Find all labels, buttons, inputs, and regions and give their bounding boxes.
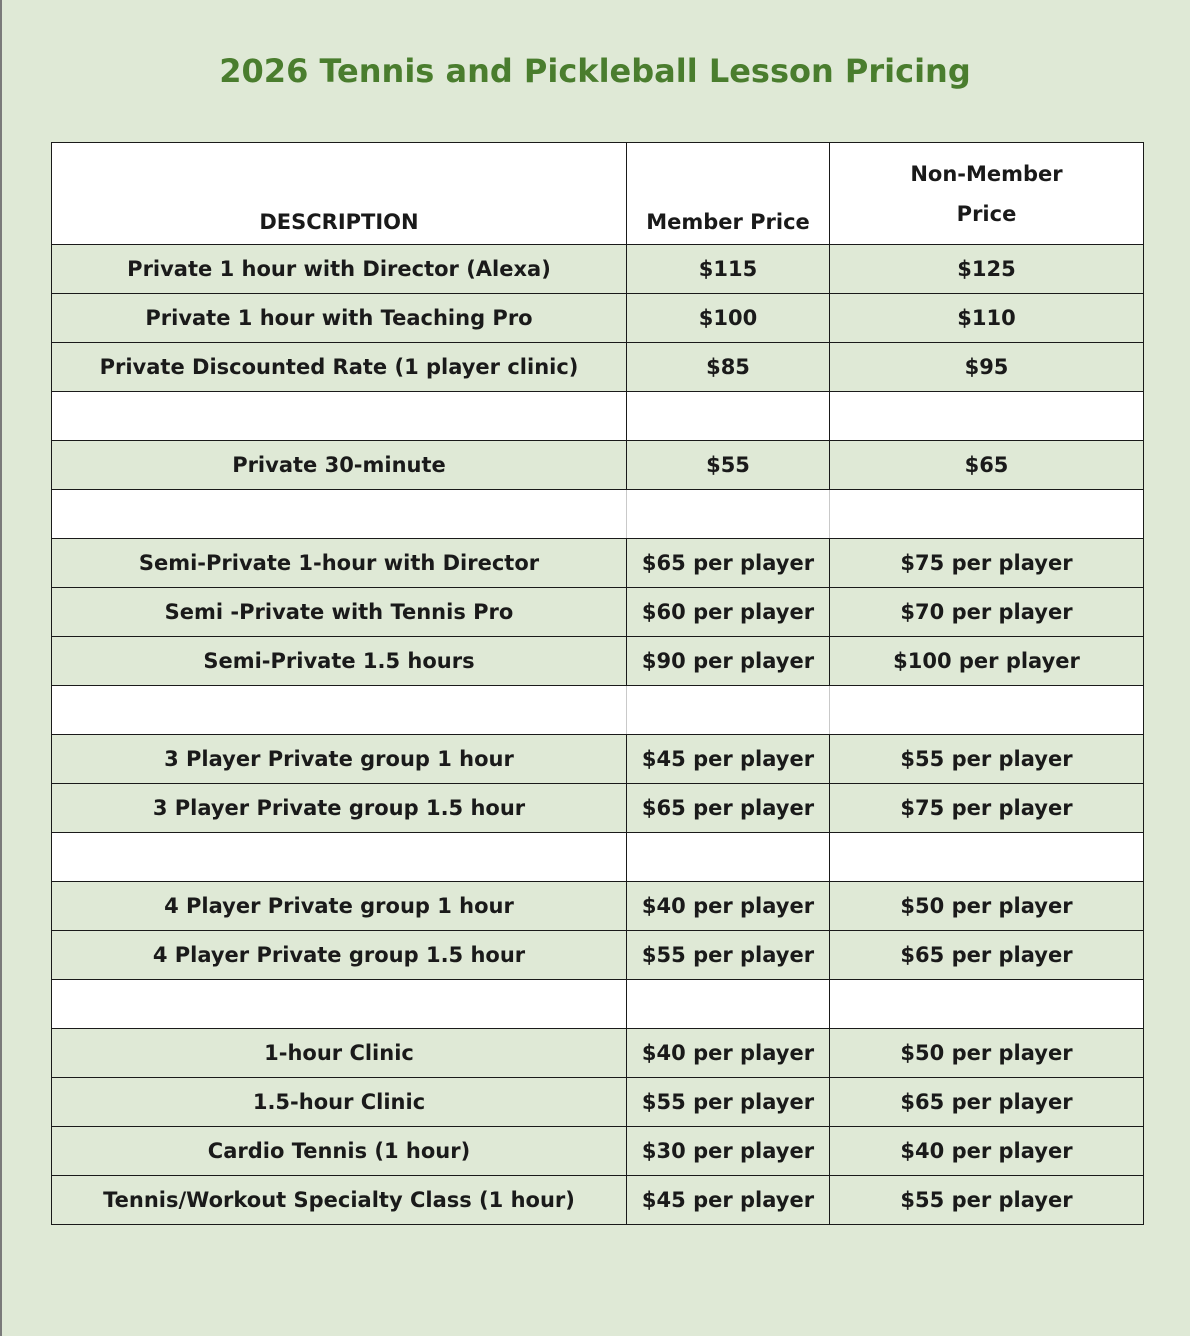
row-description	[52, 833, 627, 882]
row-member-price: $40 per player	[627, 1029, 830, 1078]
non-member-price-header	[830, 143, 1144, 245]
row-member-price	[627, 686, 830, 735]
row-non-member-price: $125	[830, 245, 1144, 294]
spacer-row	[52, 686, 1144, 735]
row-member-price: $65 per player	[627, 784, 830, 833]
table-row	[52, 1029, 1144, 1078]
table-row	[52, 245, 1144, 294]
table-row	[52, 539, 1144, 588]
row-non-member-price	[830, 490, 1144, 539]
row-non-member-price	[830, 686, 1144, 735]
table-row	[52, 294, 1144, 343]
row-member-price: $45 per player	[627, 735, 830, 784]
row-member-price: $115	[627, 245, 830, 294]
table-row	[52, 637, 1144, 686]
row-description: 4 Player Private group 1.5 hour	[52, 931, 627, 980]
row-non-member-price: $55 per player	[830, 735, 1144, 784]
page-edge	[0, 0, 2, 1336]
row-non-member-price	[830, 980, 1144, 1029]
row-non-member-price: $55 per player	[830, 1176, 1144, 1225]
row-description: 1-hour Clinic	[52, 1029, 627, 1078]
row-description: Semi-Private 1-hour with Director	[52, 539, 627, 588]
row-member-price: $60 per player	[627, 588, 830, 637]
table-row	[52, 931, 1144, 980]
spacer-row	[52, 490, 1144, 539]
row-description: Private 1 hour with Teaching Pro	[52, 294, 627, 343]
row-member-price: $90 per player	[627, 637, 830, 686]
description-header: DESCRIPTION	[52, 143, 627, 245]
row-member-price: $55 per player	[627, 1078, 830, 1127]
table-row	[52, 441, 1144, 490]
row-description: 3 Player Private group 1 hour	[52, 735, 627, 784]
pricing-table	[51, 142, 1144, 1225]
row-description: Tennis/Workout Specialty Class (1 hour)	[52, 1176, 627, 1225]
row-member-price: $45 per player	[627, 1176, 830, 1225]
row-member-price: $40 per player	[627, 882, 830, 931]
table-row	[52, 1127, 1144, 1176]
row-description: Cardio Tennis (1 hour)	[52, 1127, 627, 1176]
row-member-price: $30 per player	[627, 1127, 830, 1176]
table-row	[52, 588, 1144, 637]
row-member-price: $85	[627, 343, 830, 392]
table-row	[52, 1176, 1144, 1225]
row-description	[52, 686, 627, 735]
non-member-header-line2: Price	[956, 201, 1017, 226]
row-description: 3 Player Private group 1.5 hour	[52, 784, 627, 833]
row-description: Private 1 hour with Director (Alexa)	[52, 245, 627, 294]
table-row	[52, 882, 1144, 931]
row-description: Private Discounted Rate (1 player clinic)	[52, 343, 627, 392]
row-non-member-price: $65 per player	[830, 1078, 1144, 1127]
row-non-member-price: $100 per player	[830, 637, 1144, 686]
row-non-member-price: $70 per player	[830, 588, 1144, 637]
row-non-member-price: $110	[830, 294, 1144, 343]
table-row	[52, 784, 1144, 833]
row-description: 1.5-hour Clinic	[52, 1078, 627, 1127]
row-description	[52, 980, 627, 1029]
row-member-price	[627, 490, 830, 539]
row-description: Semi -Private with Tennis Pro	[52, 588, 627, 637]
row-description	[52, 392, 627, 441]
table-row	[52, 735, 1144, 784]
row-non-member-price: $65 per player	[830, 931, 1144, 980]
row-member-price: $100	[627, 294, 830, 343]
row-description: Semi-Private 1.5 hours	[52, 637, 627, 686]
spacer-row	[52, 833, 1144, 882]
page-title: 2026 Tennis and Pickleball Lesson Pricing	[219, 52, 971, 90]
row-member-price	[627, 392, 830, 441]
row-description: Private 30-minute	[52, 441, 627, 490]
row-non-member-price	[830, 392, 1144, 441]
table-row	[52, 343, 1144, 392]
row-non-member-price: $75 per player	[830, 539, 1144, 588]
row-non-member-price	[830, 833, 1144, 882]
row-member-price: $65 per player	[627, 539, 830, 588]
non-member-header-line1: Non-Member	[910, 161, 1063, 186]
row-non-member-price: $50 per player	[830, 1029, 1144, 1078]
row-member-price: $55 per player	[627, 931, 830, 980]
row-non-member-price: $75 per player	[830, 784, 1144, 833]
row-description: 4 Player Private group 1 hour	[52, 882, 627, 931]
row-member-price	[627, 833, 830, 882]
table-header-row	[52, 143, 1144, 245]
spacer-row	[52, 392, 1144, 441]
spacer-row	[52, 980, 1144, 1029]
row-non-member-price: $40 per player	[830, 1127, 1144, 1176]
row-member-price	[627, 980, 830, 1029]
row-member-price: $55	[627, 441, 830, 490]
row-non-member-price: $95	[830, 343, 1144, 392]
row-non-member-price: $65	[830, 441, 1144, 490]
member-price-header: Member Price	[627, 143, 830, 245]
table-row	[52, 1078, 1144, 1127]
row-description	[52, 490, 627, 539]
row-non-member-price: $50 per player	[830, 882, 1144, 931]
